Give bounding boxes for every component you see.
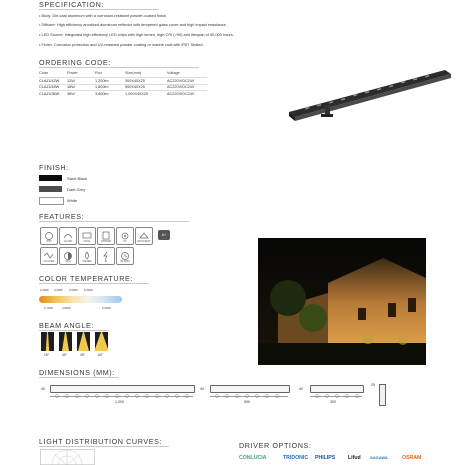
feature-label: DRIVER (101, 240, 111, 243)
kelvin-label: 2,700K (44, 306, 53, 310)
ordering-table (39, 71, 207, 97)
cell-flux: 1,200lm (95, 78, 125, 85)
color-temperature-title: COLOR TEMPERATURE: (39, 274, 133, 283)
cell-power: 18W (67, 84, 95, 91)
table-row (39, 78, 207, 85)
driver-logo-conlucia: CONLUCIA (239, 455, 267, 461)
cell-size: 500X40X25 (125, 84, 167, 91)
dimension-length-300: 300 (330, 400, 336, 404)
feature-label: WATER (82, 260, 92, 263)
features-title: FEATURES: (39, 212, 85, 221)
shock-icon (97, 247, 115, 265)
dimension-length-1000: 1,000 (115, 400, 124, 404)
table-row (39, 84, 207, 91)
cell-code: CLAZU18W (39, 84, 67, 91)
kelvin-label: 2,200K (40, 288, 49, 292)
specification-divider (39, 9, 159, 10)
dimension-bar-300 (310, 385, 364, 393)
feature-label: COOL (83, 240, 91, 243)
ip67-icon (40, 227, 58, 245)
product-fixture-image (285, 60, 455, 130)
driver-icon (97, 227, 115, 245)
finish-swatch-dark-grey (39, 186, 62, 192)
beam-60-icon (95, 332, 108, 351)
finish-swatch-sand-black (39, 175, 62, 181)
light-distribution-curve-diagram (40, 449, 95, 465)
feature-label: A+ (161, 233, 167, 237)
dimensions-divider (39, 377, 119, 378)
dimension-length-500: 500 (244, 400, 250, 404)
driver-logo-lifud: Lifud (348, 455, 361, 461)
feature-label: IK (104, 260, 108, 263)
dimension-height-label: 40 (41, 387, 45, 391)
dimension-height-label: 40 (200, 387, 204, 391)
beam-45-icon (77, 332, 90, 351)
ordering-title: ORDERING CODE: (39, 58, 111, 67)
driver-logo-osram: OSRAM (402, 455, 422, 461)
driver-logo-sagawa: SAGAWA (370, 455, 388, 460)
feature-label: EFFICIENT (137, 240, 151, 243)
dimension-height-label: 40 (299, 387, 303, 391)
col-power: Power (67, 71, 78, 75)
spec-line-body: • Body: Die-cast aluminum with a corrosion-resistant powder-coated finish. (39, 13, 168, 18)
hi-cri-icon (59, 227, 77, 245)
beam-30-icon (59, 332, 72, 351)
kelvin-label: 5,000K (84, 288, 93, 292)
ordering-divider (39, 67, 199, 68)
class-icon (158, 230, 170, 240)
cell-power: 36W (67, 91, 95, 97)
feature-label: HI-CRI (64, 240, 72, 243)
dimensions-title: DIMENSIONS (MM): (39, 368, 115, 377)
cell-power: 12W (67, 78, 95, 85)
finish-label-white: White (67, 198, 78, 203)
feature-label: IP67 (46, 240, 52, 243)
uv-icon (116, 227, 134, 245)
spec-line-led-source: • LED Source: Integrated high-efficiency LED chips with high lumen, high CRI (>90) and lifespan of 50,000 hours. (39, 32, 234, 37)
col-code: Code (39, 71, 49, 75)
waterproof-icon (78, 247, 96, 265)
driver-logo-philips: PHILIPS (315, 455, 336, 461)
dimmable-icon (59, 247, 77, 265)
col-flux: Flux (95, 71, 103, 75)
light-distribution-divider (39, 446, 169, 447)
features-divider (39, 221, 189, 222)
finish-label-sand-black: Sand Black (67, 176, 88, 181)
kelvin-label: 6,000K (102, 306, 111, 310)
night-building-photo (258, 238, 426, 365)
cell-code: CLAZU36W (39, 91, 67, 97)
cell-voltage: AC220V/DC24V (167, 84, 207, 91)
beam-angle-title: BEAM ANGLE: (39, 321, 94, 330)
beam-label: 30° (62, 353, 67, 357)
col-size: Size(mm) (125, 71, 142, 75)
kelvin-label: 3,000K (54, 288, 63, 292)
finish-title: FINISH: (39, 163, 69, 172)
feature-label: FLICKER (43, 260, 55, 263)
cell-size: 1,000X40X25 (125, 91, 167, 97)
beam-label: 45° (80, 353, 85, 357)
cell-voltage: AC220V/DC24V (167, 91, 207, 97)
kelvin-label: 3,500K (69, 288, 78, 292)
cell-size: 300X40X25 (125, 78, 167, 85)
lifespan-icon (116, 247, 134, 265)
spec-line-finish: • Finish: Corrosion protection and UV-resistant powder coating or marine coat with IP67 Sealed. (39, 42, 204, 47)
cell-flux: 3,600lm (95, 91, 125, 97)
beam-label: 60° (98, 353, 103, 357)
kelvin-label: 2,800K (62, 306, 71, 310)
cool-icon (78, 227, 96, 245)
cell-flux: 1,800lm (95, 84, 125, 91)
color-temperature-gradient-bar (39, 296, 122, 303)
dimension-line-500 (210, 396, 288, 397)
dimension-depth-label: 25 (371, 383, 375, 387)
dimension-line-1000 (50, 396, 193, 397)
dimension-bar-1000 (50, 385, 195, 393)
cell-code: CLAZU12W (39, 78, 67, 85)
feature-label: UV (123, 240, 127, 243)
dimension-side-profile (379, 384, 386, 406)
specification-title: SPECIFICATION: (39, 0, 104, 9)
beam-label: 15° (44, 353, 49, 357)
dimension-bar-500 (210, 385, 290, 393)
light-distribution-title: LIGHT DISTRIBUTION CURVES: (39, 437, 163, 446)
efficiency-icon (135, 227, 153, 245)
feature-label: 50,000h (120, 260, 130, 263)
finish-label-dark-grey: Dark Grey (67, 187, 86, 192)
col-voltage: Voltage (167, 71, 180, 75)
driver-options-title: DRIVER OPTIONS: (239, 441, 312, 450)
spec-line-diffuser: • Diffuser: High efficiency anodized aluminum reflector with tempered glass cover and high impact resistance. (39, 22, 227, 27)
table-row (39, 91, 207, 97)
cell-voltage: AC220V/DC24V (167, 78, 207, 85)
driver-logo-tridonic: TRIDONIC (283, 455, 309, 461)
dimension-line-300 (310, 396, 362, 397)
finish-swatch-white (39, 197, 64, 205)
color-temperature-divider (39, 283, 149, 284)
flicker-free-icon (40, 247, 58, 265)
beam-15-icon (41, 332, 54, 351)
beam-angle-divider (39, 330, 109, 331)
feature-label: DIM (65, 260, 71, 263)
